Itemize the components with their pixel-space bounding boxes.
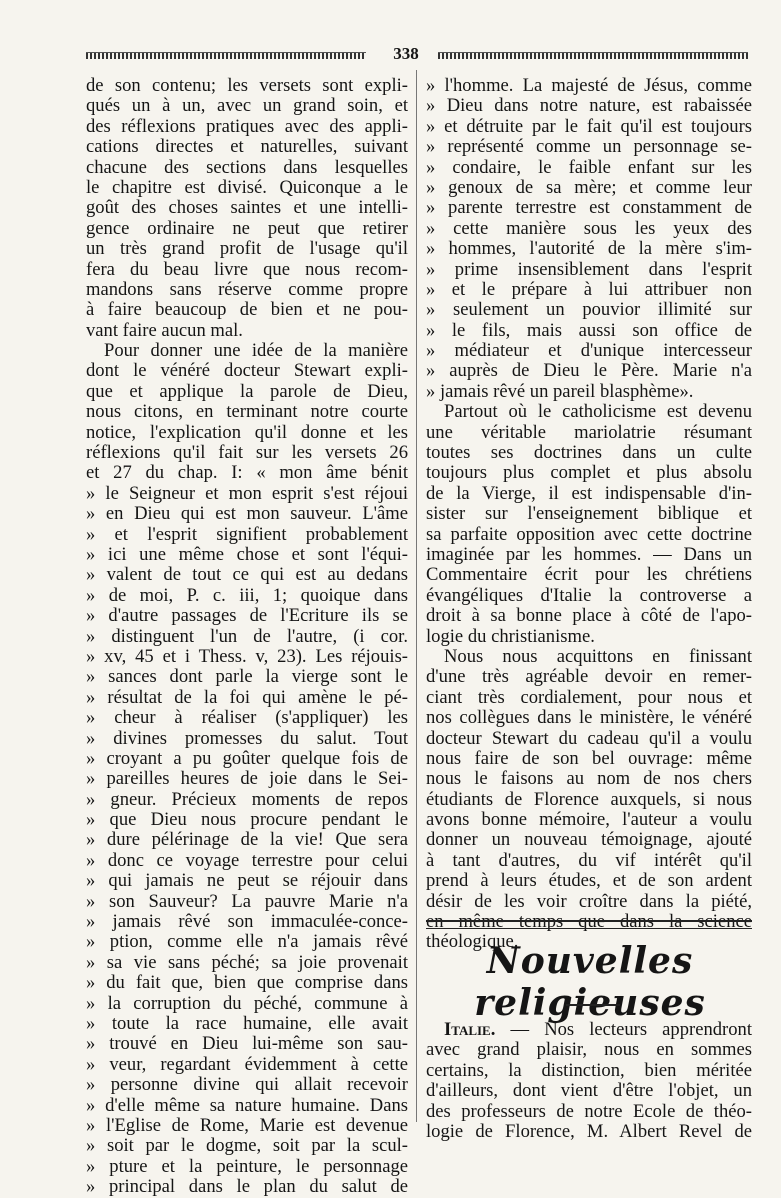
text-line: sister sur l'enseignement biblique et (426, 503, 752, 525)
text-line: » dure pélérinage de la vie! Que sera (86, 829, 408, 851)
right-column (426, 76, 752, 953)
text-line: » seulement un pouvior illimité sur (426, 299, 752, 321)
page-header (86, 44, 748, 66)
text-line: notice, l'explication qu'il donne et les (86, 421, 408, 443)
text-line: certains, la distinction, bien méritée (426, 1059, 752, 1081)
text-line (426, 1020, 752, 1040)
text-line: Pour donner une idée de la manière (104, 340, 408, 362)
text-line: » Dieu dans notre nature, est rabaissée (426, 95, 752, 117)
text-line: » genoux de sa mère; et comme leur (426, 176, 752, 198)
text-line: » soit par le dogme, soit par la scul- (86, 1135, 408, 1157)
header-ornament-left (86, 52, 366, 59)
text-line: » trouvé en Dieu lui-même son sau- (86, 1033, 408, 1055)
text-line: » résultat de la foi qui amène le pé- (86, 686, 408, 708)
text-line: avec grand plaisir, nous en sommes (426, 1039, 752, 1061)
text-line: dont le vénéré docteur Stewart expli- (86, 360, 408, 382)
text-line: » croyant a pu goûter quelque fois de (86, 747, 408, 769)
text-line: nos collègues dans le ministère, le vénéré (426, 707, 752, 729)
text-line: logie de Florence, M. Albert Revel de (426, 1120, 752, 1142)
text-line: cations directes et naturelles, suivant (86, 136, 408, 158)
text-line: nous faire de son bel ouvrage: même (426, 747, 752, 769)
text-line: un très grand profit de l'usage qu'il (86, 238, 408, 260)
text-line: » prime insensiblement dans l'esprit (426, 258, 752, 280)
text-line: désir de les voir croître dans la piété, (426, 890, 752, 912)
text-line: en même temps que dans la science (426, 911, 752, 933)
text-line: des professeurs de notre Ecole de théo- (426, 1100, 752, 1122)
text-line: » parente terrestre est constamment de (426, 197, 752, 219)
text-line: » ption, comme elle n'a jamais rêvé (86, 931, 408, 953)
text-line: » la corruption du péché, commune à (86, 992, 408, 1014)
text-line: » médiateur et d'unique intercesseur (426, 340, 752, 362)
text-line: » d'autre passages de l'Ecriture ils se (86, 605, 408, 627)
text-line: » son Sauveur? La pauvre Marie n'a (86, 890, 408, 912)
text-line: d'une très agréable devoir en remer- (426, 666, 752, 688)
text-line: fera du beau livre que nous recom- (86, 258, 408, 280)
header-ornament-right (438, 52, 748, 59)
text-line: » pareilles heures de joie dans le Sei- (86, 768, 408, 790)
text-line: » jamais rêvé un pareil blasphème». (426, 380, 694, 402)
text-line: » et le prépare à lui attribuer non (426, 278, 752, 300)
text-line: » sa vie sans péché; sa joie provenait (86, 951, 408, 973)
text-line: » représenté comme un personnage se- (426, 136, 752, 158)
section-title: Nouvelles religieuses (474, 940, 706, 1024)
text-line: » jamais rêvé son immaculée-conce- (86, 911, 408, 933)
text-line: avons bonne mémoire, l'auteur a voulu (426, 809, 752, 831)
text-line: de la Vierge, il est indispensable d'in- (426, 482, 752, 504)
text-line: » xv, 45 et i Thess. v, 23). Les réjouis- (86, 645, 408, 667)
text-line: étudiants de Florence auxquels, si nous (426, 788, 752, 810)
text-line: » que Dieu nous procure pendant le (86, 809, 408, 831)
text-line: le chapitre est divisé. Quiconque a le (86, 176, 408, 198)
text-line: » valent de tout ce qui est au dedans (86, 564, 408, 586)
text-line: » gneur. Précieux moments de repos (86, 788, 408, 810)
text-line: » du fait que, bien que comprise dans (86, 972, 408, 994)
text-line: » en Dieu qui est mon sauveur. L'âme (86, 503, 408, 525)
page-number: 338 (393, 44, 419, 63)
text-line: » principal dans le plan du salut de (86, 1176, 408, 1198)
text-line: » distinguent l'un de l'autre, (i cor. (86, 625, 408, 647)
news-lead-text: — Nos lecteurs apprendront (510, 1019, 752, 1040)
text-line: sa parfaite opposition avec cette doctrine (426, 523, 752, 545)
text-line: » personne divine qui allait recevoir (86, 1074, 408, 1096)
text-line: toujours plus complet et plus absolu (426, 462, 752, 484)
text-line: » qui jamais ne peut se réjouir dans (86, 870, 408, 892)
text-line: nous citons, en terminant notre courte (86, 401, 408, 423)
text-line: » l'Eglise de Rome, Marie est devenue (86, 1114, 408, 1136)
text-line: à faire beaucoup de bien et ne pou- (86, 299, 408, 321)
text-line: » ici une même chose et sont l'équi- (86, 543, 408, 565)
text-line: mandons sans réserve comme propre (86, 278, 408, 300)
text-line: toutes ses doctrines dans un culte (426, 442, 752, 464)
text-line: » cheur à réaliser (s'appliquer) les (86, 707, 408, 729)
text-line: » de moi, P. c. iii, 1; quoique dans (86, 584, 408, 606)
text-line: une véritable mariolatrie résumant (426, 421, 752, 443)
section-separator (426, 920, 752, 929)
text-line: » le Seigneur et mon esprit s'est réjoui (86, 482, 408, 504)
text-line: de son contenu; les versets sont expli- (86, 75, 408, 96)
text-line: » pture et la peinture, le personnage (86, 1155, 408, 1177)
text-line: que et applique la parole de Dieu, (86, 380, 408, 402)
text-line: d'ailleurs, dont vient d'être l'objet, un (426, 1080, 752, 1102)
text-line: nous le faisons au nom de nos chers (426, 768, 752, 790)
text-line: gence ordinaire ne peut que retirer (86, 217, 408, 239)
text-line: goût des choses saintes et une intelli- (86, 197, 408, 219)
text-line: réflexions qu'il fait sur les versets 26 (86, 442, 408, 464)
left-column (86, 76, 408, 1197)
text-line: » le fils, mais aussi son office de (426, 319, 752, 341)
title-rule (566, 1004, 620, 1006)
text-line: chacune des sections dans lesquelles (86, 156, 408, 178)
news-paragraph (426, 1020, 752, 1142)
text-line: évangéliques d'Italie la controverse a (426, 584, 752, 606)
text-line: prend à leurs études, et de son ardent (426, 870, 752, 892)
text-line: logie du christianisme. (426, 625, 595, 647)
text-line: imaginée par les hommes. — Dans un (426, 543, 752, 565)
news-lead-label: Italie. (444, 1019, 496, 1040)
text-line: Commentaire écrit pour les chrétiens (426, 564, 752, 586)
text-line: Partout où le catholicisme est devenu (444, 401, 752, 423)
text-line: » divines promesses du salut. Tout (86, 727, 408, 749)
text-line: droit à sa bonne place à côté de l'apo- (426, 605, 752, 627)
text-line: théologique. (426, 931, 519, 953)
text-line: » hommes, l'autorité de la mère s'im- (426, 238, 752, 260)
text-line: » cette manière sous les yeux des (426, 217, 752, 239)
column-divider (416, 70, 417, 1122)
text-line: » et l'esprit signifient probablement (86, 523, 408, 545)
text-line: donner un nouveau témoignage, ajouté (426, 829, 752, 851)
text-line: » l'homme. La majesté de Jésus, comme (426, 75, 752, 96)
text-line: des réflexions pratiques avec des appli- (86, 115, 408, 137)
text-line: » et détruite par le fait qu'il est toujours (426, 115, 752, 137)
text-line: » condaire, le faible enfant sur les (426, 156, 752, 178)
text-line: à tant d'autres, du vif intérêt qu'il (426, 849, 752, 871)
text-line: » donc ce voyage terrestre pour celui (86, 849, 408, 871)
text-line: » toute la race humaine, elle avait (86, 1012, 408, 1034)
text-line: ciant très cordialement, pour nous et (426, 686, 752, 708)
text-line: vant faire aucun mal. (86, 319, 243, 341)
text-line: et 27 du chap. I: « mon âme bénit (86, 462, 408, 484)
text-line: » d'elle même sa nature humaine. Dans (86, 1094, 408, 1116)
text-line: qués un à un, avec un grand soin, et (86, 95, 408, 117)
text-line: » sances dont parle la vierge sont le (86, 666, 408, 688)
text-line: docteur Stewart du cadeau qu'il a voulu (426, 727, 752, 749)
text-line: » veur, regardant évidemment à cette (86, 1053, 408, 1075)
text-line: » auprès de Dieu le Père. Marie n'a (426, 360, 752, 382)
text-line: Nous nous acquittons en finissant (444, 645, 752, 667)
